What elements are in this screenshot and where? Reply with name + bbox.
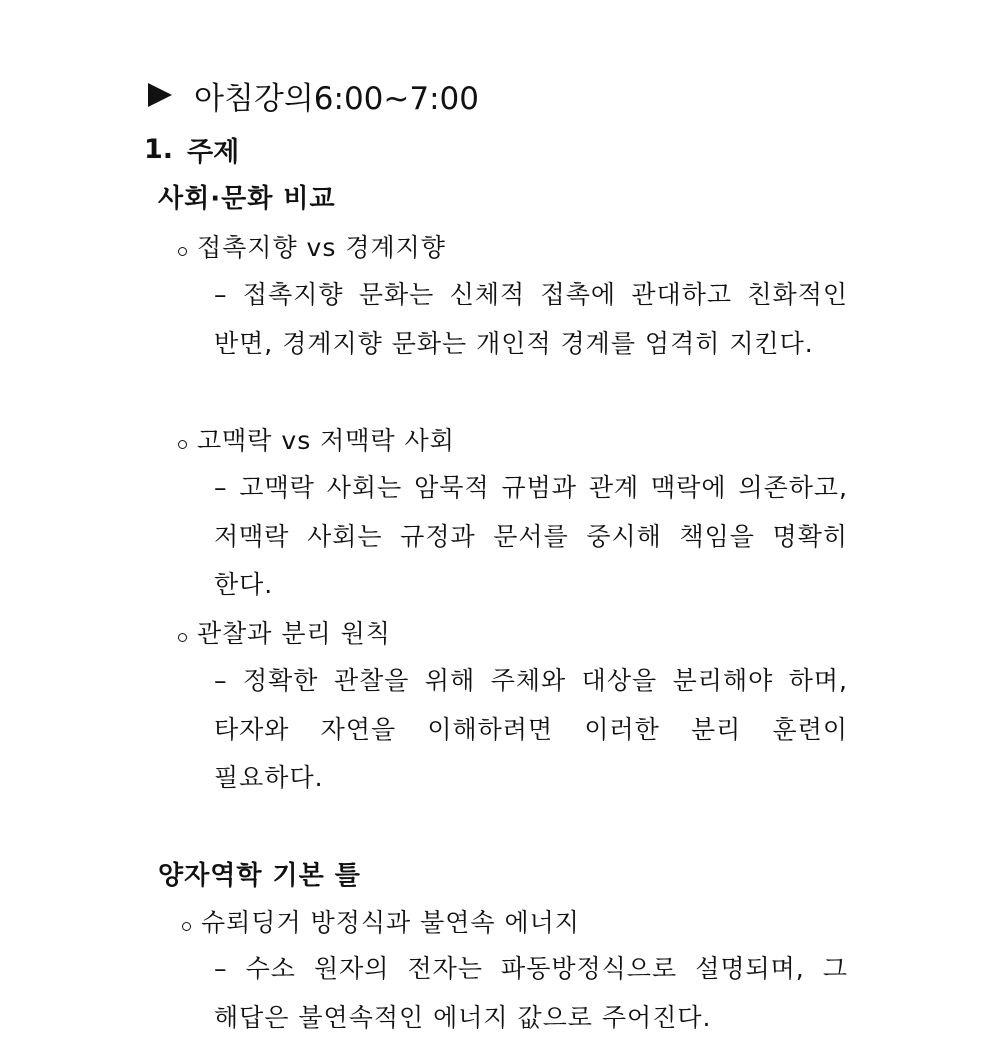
topic-label: 주제 xyxy=(187,136,240,168)
lecture-heading xyxy=(148,72,479,118)
item-description: – 접촉지향 문화는 신체적 접촉에 관대하고 친화적인 반면, 경계지향 문화는 개인적 경계를 엄격히 지킨다. xyxy=(214,280,848,358)
item-title-text: 접촉지향 vs 경계지향 xyxy=(197,233,446,262)
circle-bullet-icon xyxy=(182,922,191,931)
item-description: – 고맥락 사회는 암묵적 규범과 관계 맥락에 의존하고, 저맥락 사회는 규정과 문서를 중시해 책임을 명확히 한다. xyxy=(214,473,848,599)
lecture-title: 아침강의6:00~7:00 xyxy=(194,80,479,117)
topic-number: 1. xyxy=(144,133,174,165)
circle-bullet-icon xyxy=(178,247,187,256)
item-title-text: 슈뢰딩거 방정식과 불연속 에너지 xyxy=(201,908,580,937)
item-description: – 정확한 관찰을 위해 주체와 대상을 분리해야 하며, 타자와 자연을 이해하려면 이러한 분리 훈련이 필요하다. xyxy=(214,666,848,792)
circle-bullet-icon xyxy=(178,633,187,642)
item-title-text: 관찰과 분리 원칙 xyxy=(197,619,391,648)
list-item-title xyxy=(182,901,580,941)
topic-heading xyxy=(144,130,239,168)
list-item-title xyxy=(178,226,446,266)
list-item-title xyxy=(178,419,455,459)
circle-bullet-icon xyxy=(178,440,187,449)
triangle-bullet-icon xyxy=(148,83,172,107)
section-title: 사회·문화 비교 xyxy=(158,184,336,214)
section-title: 양자역학 기본 틀 xyxy=(158,861,361,891)
item-description: – 수소 원자의 전자는 파동방정식으로 설명되며, 그 해답은 불연속적인 에너지 값으로 주어진다. xyxy=(214,954,848,1032)
item-title-text: 고맥락 vs 저맥락 사회 xyxy=(197,426,455,455)
list-item-title xyxy=(178,612,391,652)
